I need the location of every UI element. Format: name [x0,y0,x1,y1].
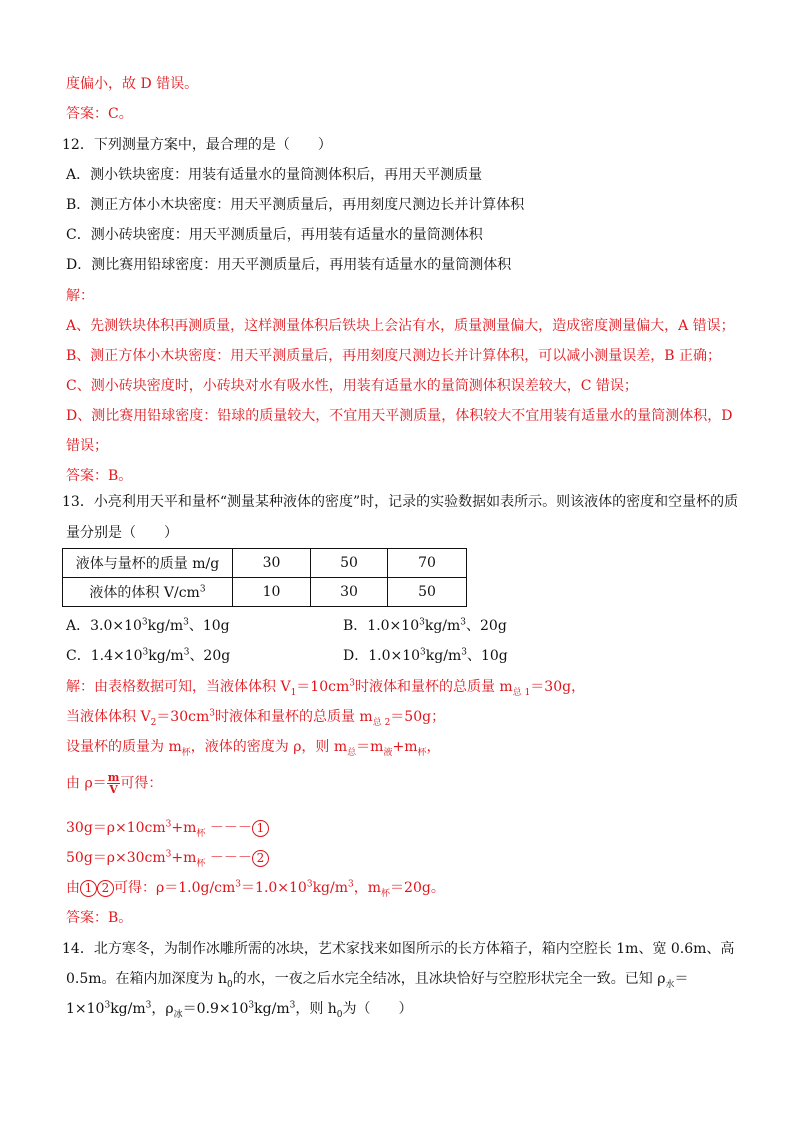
circled-number-2: 2 [97,880,114,897]
q13-equation-2: $50g=\rho\times 30cm^3+m_杯$ －－－ 2 [66,848,269,868]
option-a-text: A．3.0×10 [66,618,142,634]
volume-label-sup: 3 [199,584,206,595]
option-b-tail: 、20g [466,618,507,634]
q13-option-c [66,646,230,666]
q13-option-a [66,616,230,636]
q12-solution-b: B、测正方体小木块密度：用天平测质量后，再用刻度尺测边长并计算体积，可以减小测量误差，B 正确； [66,348,722,364]
q12-solution-c: C、测小砖块密度时，小砖块对水有吸水性，用装有适量水的量筒测体积误差较大，C 错误； [66,378,638,394]
option-d-tail: 、10g [466,648,508,664]
option-c-text: C．1.4×10 [66,648,143,664]
q12-option-b: B．测正方体小木块密度：用天平测质量后，再用刻度尺测边长并计算体积 [66,197,525,213]
option-c-sup2: 3 [183,647,190,658]
q13-solution-1: 解：由表格数据可知，当液体体积 $V_1=10cm^3$时液体和量杯的总质量 $m_{总 1}=30g$， [66,678,586,698]
option-b-unit: kg/m [424,618,461,634]
option-d-sup2: 3 [461,647,467,658]
q12-option-a: A．测小铁块密度：用装有适量水的量筒测体积后，再用天平测质量 [66,167,483,183]
q12-solution-a: A、先测铁块体积再测质量，这样测量体积后铁块上会沾有水，质量测量偏大，造成密度测量偏大，A 错误； [66,318,735,334]
q12-option-c: C．测小砖块密度：用天平测质量后，再用装有适量水的量筒测体积 [66,227,483,243]
option-a-sup: 3 [141,617,148,628]
option-c-sup: 3 [142,647,149,658]
option-d-text: D．1.0×10 [343,648,421,664]
q13-answer: 答案：B。 [66,910,133,926]
q12-solution-d-cont: 错误； [66,438,108,454]
option-a-sup2: 3 [183,617,189,628]
q12-solution-label: 解： [66,288,94,304]
q13-option-d [343,646,508,666]
table-cell: 10 [233,578,311,607]
q12-option-d: D．测比赛用铅球密度：用天平测质量后，再用装有适量水的量筒测体积 [66,257,512,273]
q13-solution-4: 由 ρ＝ $\frac{m}{V}$ 可得： [66,771,163,796]
table-cell: 70 [388,549,467,578]
table-cell: 50 [311,549,388,578]
q12-answer: 答案：B。 [66,468,133,484]
option-a-tail: 、10g [188,618,230,634]
q13-equation-1: $30g=\rho\times 10cm^3+m_杯$ －－－ 1 [66,818,269,838]
option-b-sup: 3 [419,617,425,628]
option-b-text: B．1.0×10 [343,618,420,634]
table-cell: 液体与量杯的质量 m/g [63,549,233,578]
circled-number-1: 1 [80,880,97,897]
option-d-sup: 3 [420,647,426,658]
q13-data-table [62,548,467,607]
q13-solution-2: 当液体体积 $V_2=30cm^3$时液体和量杯的总质量 $m_{总 2}=50g$； [66,708,446,728]
option-c-unit: kg/m [148,648,184,664]
table-row [63,578,467,607]
q13-solution-5: 由 1 2 可得：$\rho=1.0g/cm^3=1.0\times 10^3kg/m^3$，$m_杯=20g$。 [66,879,445,899]
q13-option-b [343,616,507,636]
volume-label: 液体的体积 V/cm [89,585,200,601]
table-row [63,549,467,578]
q13-solution-3: 设量杯的质量为 $m_杯$，液体的密度为 ρ，则 $m_总=m_液+m_杯$， [66,739,441,758]
option-b-sup2: 3 [460,617,467,628]
prev-solution-line: 度偏小，故 D 错误。 [66,76,199,92]
q14-line1: 14．北方寒冬，为制作冰雕所需的冰块，艺术家找来如图所示的长方体箱子，箱内空腔长 1m、宽 0.6m、高 [62,941,735,957]
q14-line2: 0.5m。在箱内加深度为 $h_0$的水，一夜之后水完全结冰，且冰块恰好与空腔形状完全一致。已知 $\rho_水=$ [66,971,689,990]
q12-solution-d: D、测比赛用铅球密度：铅球的质量较大，不宜用天平测质量，体积较大不宜用装有适量水的量筒测体积，D [66,408,733,424]
q13-stem-line2: 量分别是（ ） [66,525,178,541]
option-a-unit: kg/m [147,618,184,634]
q12-stem: 12．下列测量方案中，最合理的是（ ） [62,137,332,153]
table-cell: 50 [388,578,467,607]
q13-stem-line1: 13．小亮利用天平和量杯“测量某种液体的密度”时，记录的实验数据如表所示。则该液体的密度和空量杯的质 [62,494,739,510]
table-cell: 30 [233,549,311,578]
table-cell: 30 [311,578,388,607]
option-d-unit: kg/m [425,648,462,664]
table-cell [63,578,233,607]
circled-number-2: 2 [252,850,269,867]
prev-answer: 答案：C。 [66,106,133,122]
density-fraction: $\frac{m}{V}$ [107,771,120,796]
option-c-tail: 、20g [189,648,231,664]
q14-line3: $1\times 10^3kg/m^3$，$\rho_冰=0.9\times 10^3kg/m^3$，则 $h_0$为（ ） [66,1000,413,1020]
circled-number-1: 1 [252,820,269,837]
